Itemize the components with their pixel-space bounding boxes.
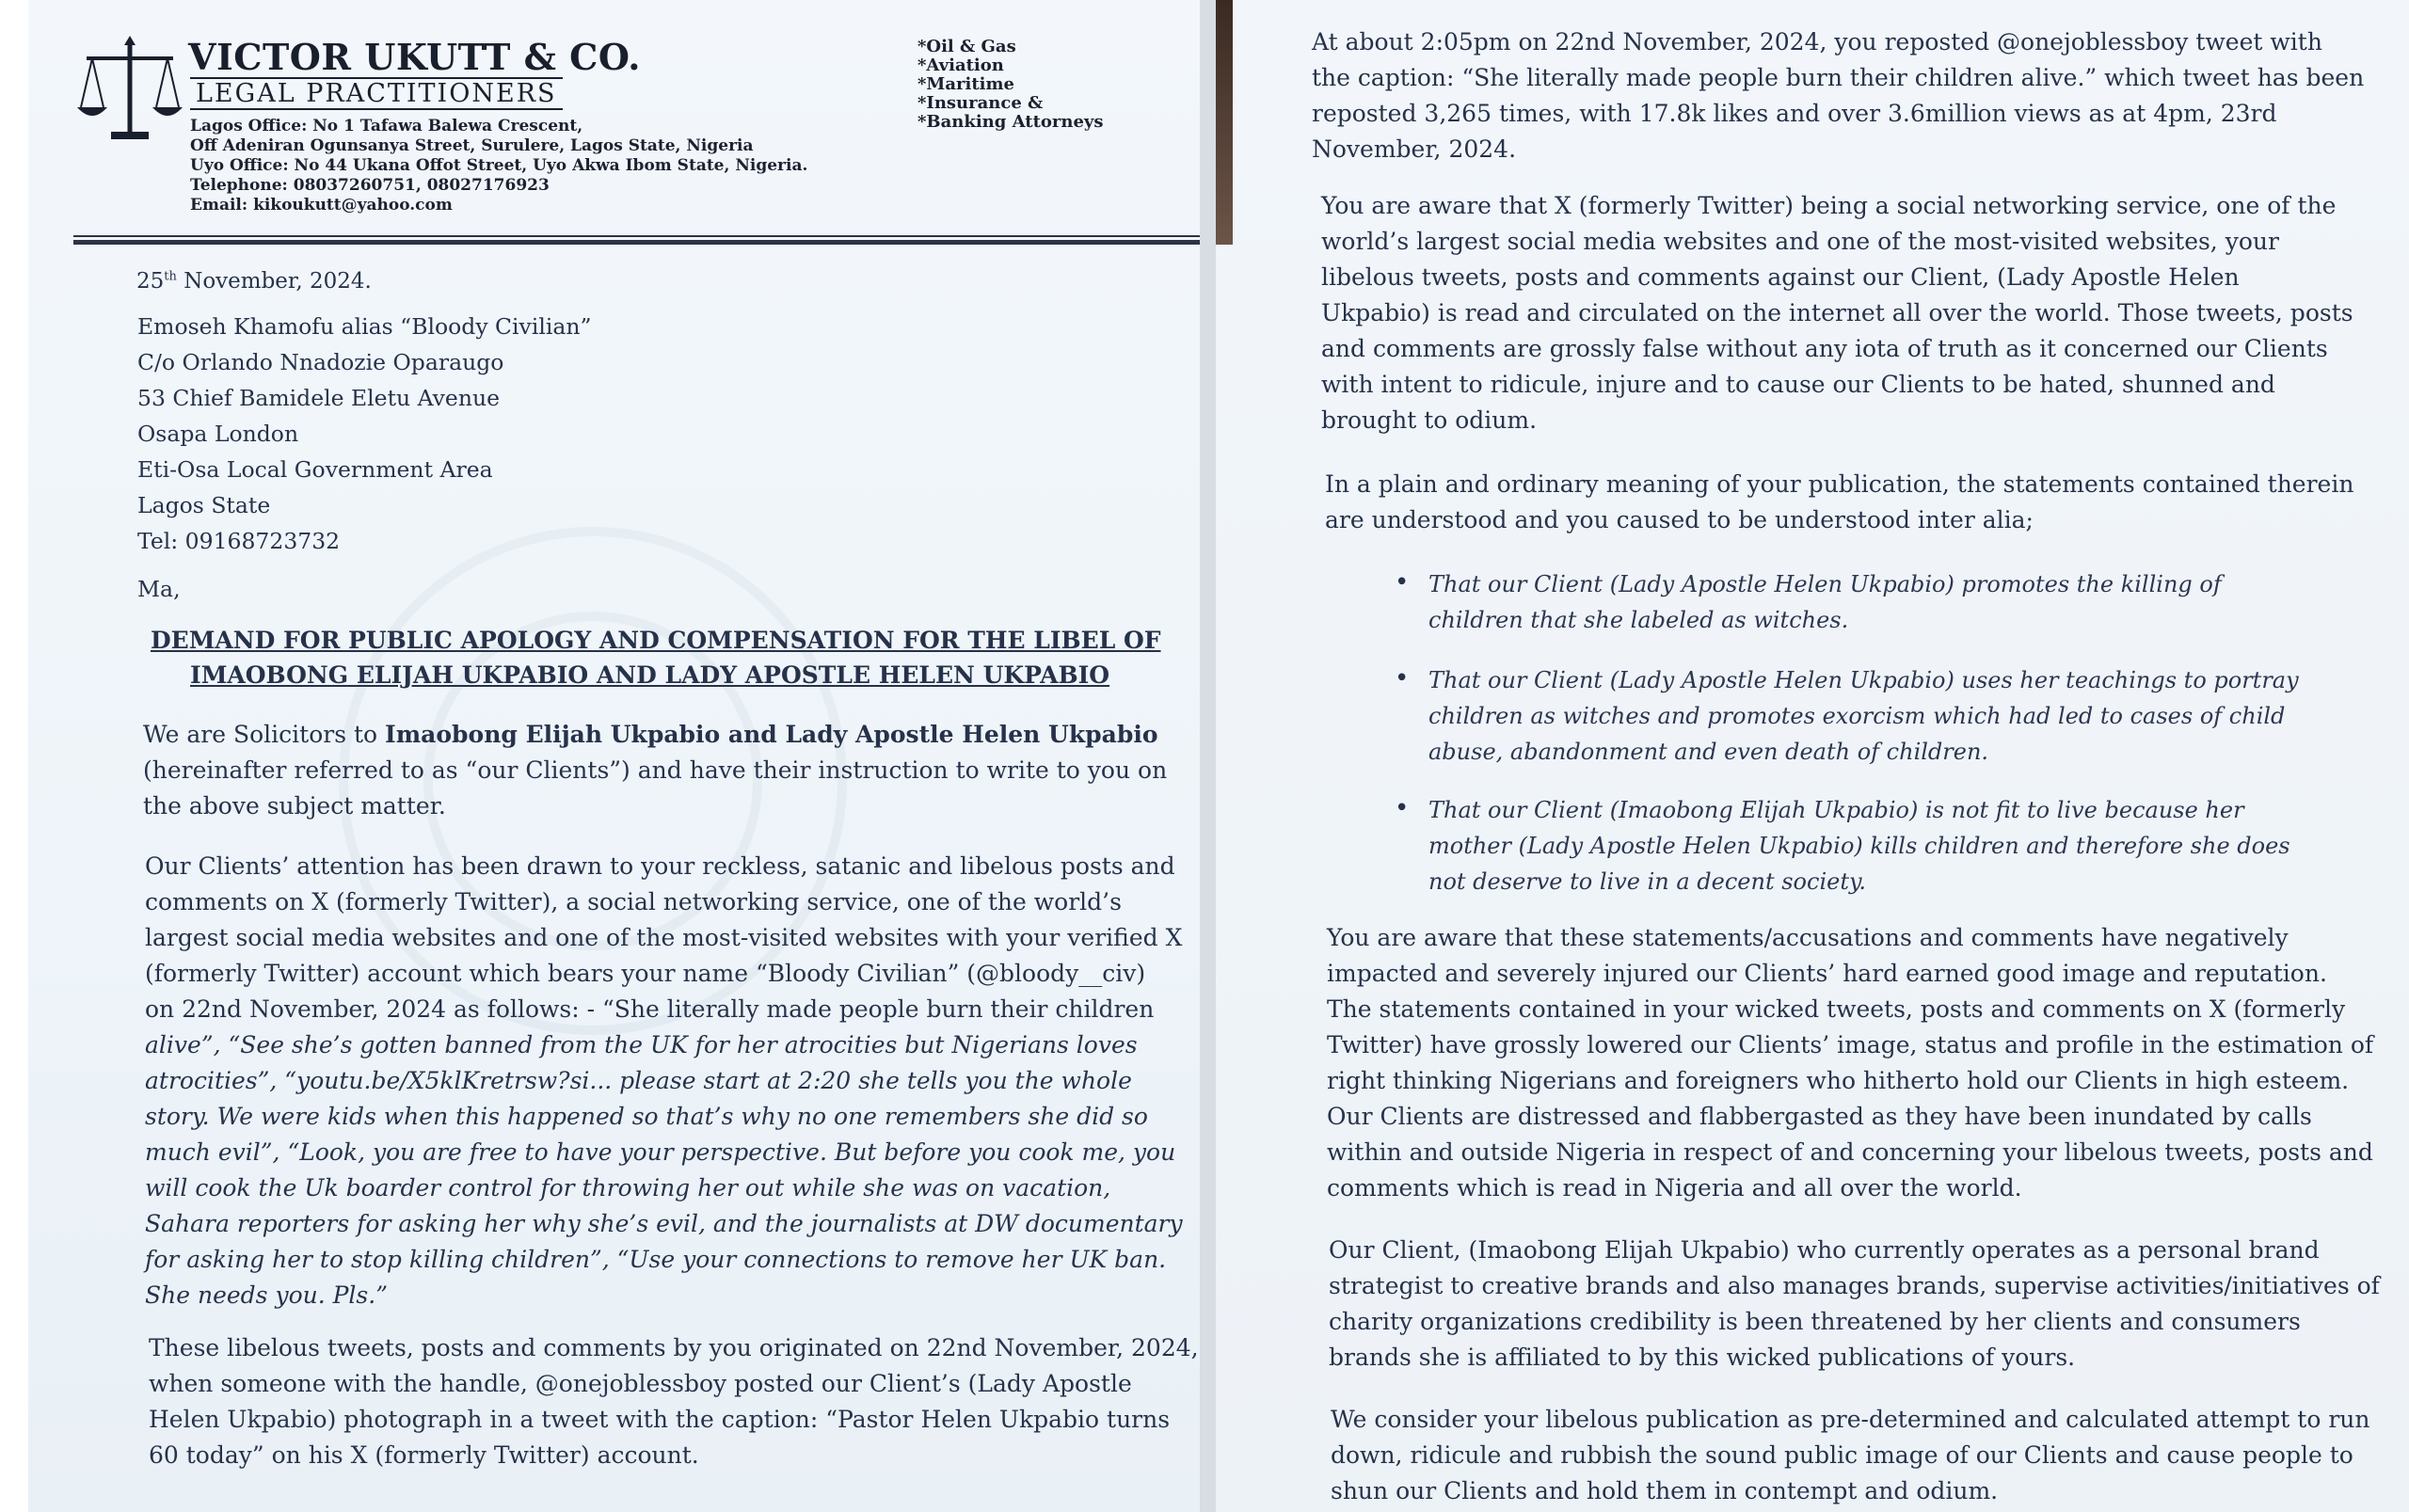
bullet-marker: • (1395, 568, 1410, 597)
recipient-line: C/o Orlando Nnadozie Oparaugo (137, 349, 504, 375)
paragraph-line: charity organizations credibility is been threatened by her clients and consumers (1329, 1308, 2301, 1335)
paragraph-line: The statements contained in your wicked tweets, posts and comments on X (formerly (1327, 995, 2346, 1023)
paragraph-line: alive”, “See she’s gotten banned from the UK for her atrocities but Nigerians loves (145, 1031, 1138, 1058)
recipient-line: Osapa London (137, 421, 299, 447)
paragraph-line: much evil”, “Look, you are free to have your perspective. But before you cook me, you (145, 1138, 1176, 1166)
bullet-line: abuse, abandonment and even death of children. (1428, 739, 1989, 765)
letter-page-2 (1216, 0, 2409, 1512)
bullet-item (1428, 662, 2299, 770)
recipient-address (137, 309, 592, 559)
bullet-marker: • (1395, 664, 1410, 692)
paragraph-line: Our Client, (Imaobong Elijah Ukpabio) who currently operates as a personal brand (1329, 1236, 2320, 1264)
address-line: Lagos Office: No 1 Tafawa Balewa Crescent, (190, 117, 583, 135)
paragraph-line: the above subject matter. (143, 792, 446, 820)
paragraph-line: (formerly Twitter) account which bears your name “Bloody Civilian” (@bloody__civ) (145, 960, 1146, 987)
paragraph-line: will cook the Uk boarder control for throwing her out while she was on vacation, (145, 1174, 1111, 1202)
letter-page-1 (28, 0, 1200, 1512)
paragraph-line: strategist to creative brands and also manages brands, supervise activities/initiatives of (1329, 1272, 2380, 1299)
paragraph-line: reposted 3,265 times, with 17.8k likes and over 3.6million views as at 4pm, 23rd (1312, 100, 2277, 127)
phone-line: Telephone: 08037260751, 08027176923 (190, 176, 550, 195)
recipient-line: Tel: 09168723732 (137, 528, 341, 554)
paragraph-line: shun our Clients and hold them in contempt and odium. (1331, 1477, 1999, 1504)
page-gap (1200, 0, 1216, 1512)
bullet-line: children as witches and promotes exorcism which had led to cases of child (1428, 703, 2286, 729)
paragraph-line: for asking her to stop killing children”, “Use your connections to remove her UK ban. (145, 1246, 1167, 1273)
paragraph-line: on 22nd November, 2024 as follows: - “She literally made people burn their children (145, 995, 1155, 1023)
firm-subtitle: LEGAL PRACTITIONERS (190, 77, 563, 110)
letterhead-rule-thick (73, 240, 1200, 245)
paragraph-3 (149, 1330, 1199, 1473)
letterhead-rule (73, 235, 1200, 237)
paragraph-line: November, 2024. (1312, 135, 1517, 163)
bullet-line: not deserve to live in a decent society. (1428, 868, 1866, 895)
bullet-line: That our Client (Lady Apostle Helen Ukpabio) promotes the killing of (1428, 571, 2222, 597)
paragraph-line: You are aware that X (formerly Twitter) being a social networking service, one of the (1321, 192, 2337, 219)
paragraph-line: She needs you. Pls.” (145, 1281, 388, 1309)
address-line: Off Adeniran Ogunsanya Street, Surulere, Lagos State, Nigeria (190, 136, 754, 155)
paragraph-4 (1312, 24, 2364, 167)
photo-shadow (1216, 0, 1233, 245)
paragraph-line: right thinking Nigerians and foreigners who hitherto hold our Clients in high esteem. (1327, 1067, 2350, 1094)
scales-of-justice-icon (73, 34, 186, 147)
paragraph-line: Sahara reporters for asking her why she’s evil, and the journalists at DW documentary (145, 1210, 1183, 1237)
recipient-line: 53 Chief Bamidele Eletu Avenue (137, 385, 501, 411)
paragraph-8 (1329, 1233, 2380, 1376)
bullet-item (1428, 566, 2222, 638)
letter-date: 25th November, 2024. (136, 269, 372, 294)
recipient-line: Emoseh Khamofu alias “Bloody Civilian” (137, 313, 592, 340)
paragraph-line: when someone with the handle, @onejoblessboy posted our Client’s (Lady Apostle (149, 1370, 1132, 1397)
paragraph-line: atrocities”, “youtu.be/X5klKretrsw?si... please start at 2:20 she tells you the whole (145, 1067, 1132, 1094)
paragraph-line: Our Clients’ attention has been drawn to your reckless, satanic and libelous posts and (145, 852, 1175, 880)
paragraph-line: Ukpabio) is read and circulated on the internet all over the world. Those tweets, posts (1321, 299, 2353, 326)
bullet-line: mother (Lady Apostle Helen Ukpabio) kills children and therefore she does (1428, 833, 2290, 859)
subject-line: IMAOBONG ELIJAH UKPABIO AND LADY APOSTLE HELEN UKPABIO (190, 661, 1110, 689)
paragraph-line: 60 today” on his X (formerly Twitter) account. (149, 1441, 699, 1469)
practice-areas (917, 38, 1104, 132)
address-line: Uyo Office: No 44 Ukana Offot Street, Uyo Akwa Ibom State, Nigeria. (190, 156, 808, 175)
bullet-line: children that she labeled as witches. (1428, 607, 1849, 633)
salutation: Ma, (137, 576, 181, 602)
practice-area: *Maritime (917, 74, 1014, 94)
paragraph-line: comments which is read in Nigeria and all over the world. (1327, 1174, 2022, 1202)
paragraph-6 (1325, 467, 2353, 538)
paragraph-line: brought to odium. (1321, 406, 1538, 434)
recipient-line: Eti-Osa Local Government Area (137, 456, 493, 483)
paragraph-line: with intent to ridicule, injure and to cause our Clients to be hated, shunned and (1321, 371, 2275, 398)
paragraph-line: (hereinafter referred to as “our Clients”) and have their instruction to write to you on (143, 756, 1168, 784)
paragraph-line: are understood and you caused to be understood inter alia; (1325, 506, 2034, 533)
paragraph-line: Our Clients are distressed and flabbergasted as they have been inundated by calls (1327, 1103, 2312, 1130)
subject-line: DEMAND FOR PUBLIC APOLOGY AND COMPENSATION FOR THE LIBEL OF (151, 627, 1161, 654)
paragraph-line: within and outside Nigeria in respect of and concerning your libelous tweets, posts and (1327, 1138, 2373, 1166)
practice-area: *Oil & Gas (917, 37, 1016, 56)
paragraph-2 (145, 849, 1183, 1313)
practice-area: *Aviation (917, 56, 1004, 75)
bullet-line: That our Client (Imaobong Elijah Ukpabio) is not fit to live because her (1428, 797, 2244, 823)
paragraph-line: comments on X (formerly Twitter), a social networking service, one of the world’s (145, 888, 1122, 915)
paragraph-1 (143, 717, 1167, 824)
paragraph-line: Twitter) have grossly lowered our Clients’ image, status and profile in the estimation of (1327, 1031, 2374, 1058)
paragraph-line: At about 2:05pm on 22nd November, 2024, you reposted @onejoblessboy tweet with (1312, 28, 2322, 56)
paragraph-line: down, ridicule and rubbish the sound public image of our Clients and cause people to (1331, 1441, 2353, 1469)
bullet-marker: • (1395, 794, 1410, 822)
paragraph-line: These libelous tweets, posts and comments by you originated on 22nd November, 2024, (149, 1334, 1199, 1361)
paragraph-line: We are Solicitors to Imaobong Elijah Ukpabio and Lady Apostle Helen Ukpabio (143, 721, 1158, 748)
practice-area: *Insurance & (917, 93, 1044, 113)
paragraph-9 (1331, 1402, 2369, 1509)
paragraph-line: the caption: “She literally made people burn their children alive.” which tweet has been (1312, 64, 2365, 91)
paragraph-line: story. We were kids when this happened so that’s why no one remembers she did so (145, 1103, 1148, 1130)
paragraph-line: impacted and severely injured our Clients’ hard earned good image and reputation. (1327, 960, 2327, 987)
bullet-line: That our Client (Lady Apostle Helen Ukpabio) uses her teachings to portray (1428, 667, 2299, 693)
paragraph-line: world’s largest social media websites and one of the most-visited websites, your (1321, 228, 2279, 255)
practice-area: *Banking Attorneys (917, 112, 1104, 132)
paragraph-line: Helen Ukpabio) photograph in a tweet with the caption: “Pastor Helen Ukpabio turns (149, 1406, 1171, 1433)
paragraph-line: libelous tweets, posts and comments against our Client, (Lady Apostle Helen (1321, 263, 2240, 291)
bullet-item (1428, 792, 2290, 899)
paragraph-line: largest social media websites and one of the most-visited websites with your verified X (145, 924, 1183, 951)
paragraph-5 (1321, 188, 2353, 438)
paragraph-line: We consider your libelous publication as pre-determined and calculated attempt to run (1331, 1406, 2370, 1433)
email-line: Email: kikoukutt@yahoo.com (190, 196, 453, 215)
paragraph-line: brands she is affiliated to by this wicked publications of yours. (1329, 1344, 2076, 1371)
paragraph-line: You are aware that these statements/accusations and comments have negatively (1327, 924, 2289, 951)
paragraph-line: and comments are grossly false without any iota of truth as it concerned our Clients (1321, 335, 2328, 362)
paragraph-line: In a plain and ordinary meaning of your publication, the statements contained therein (1325, 470, 2354, 498)
paragraph-7 (1327, 920, 2373, 1206)
recipient-line: Lagos State (137, 492, 271, 518)
firm-name: VICTOR UKUTT & CO. (188, 36, 641, 78)
